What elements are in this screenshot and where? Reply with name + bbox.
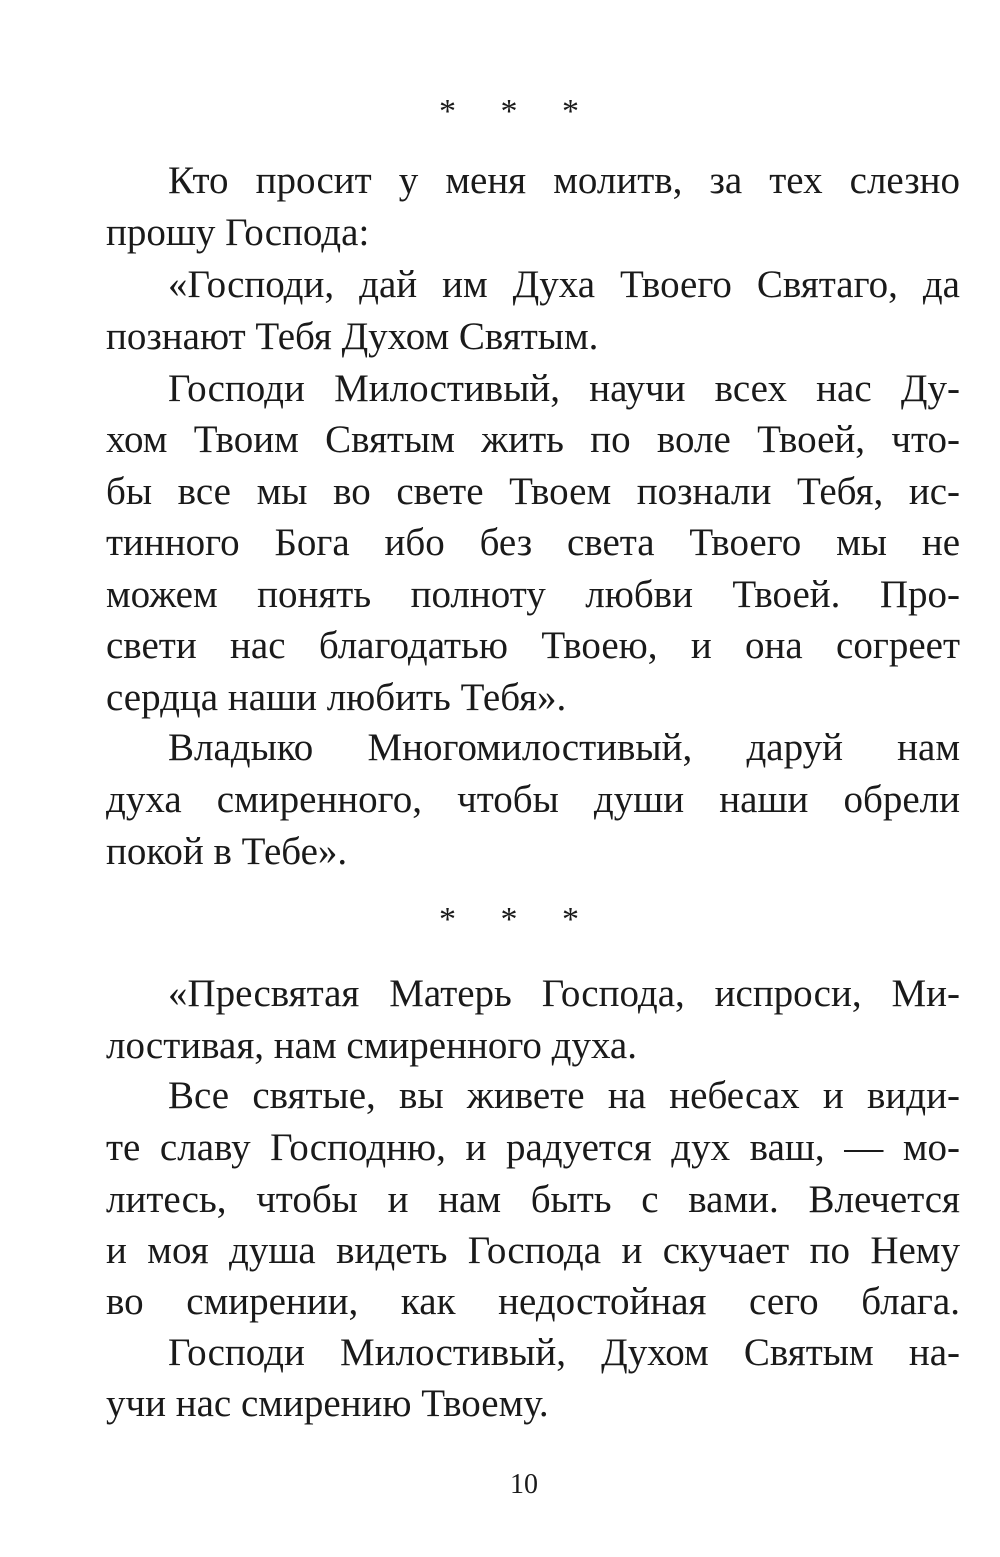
text-line: покой в Тебе». [106,830,348,873]
text-line: те славу Господню, и радуется дух ваш, — мо- [106,1126,960,1169]
text-line: духа смиренного, чтобы души наши обрели [106,778,960,821]
section-separator: * * * [439,901,597,938]
text-line: Все святые, вы живете на небесах и види- [168,1074,960,1117]
text-line: тинного Бога ибо без света Твоего мы не [106,521,960,564]
text-line: можем понять полноту любви Твоей. Про- [106,573,960,616]
text-line: познают Тебя Духом Святым. [106,315,599,358]
text-line: бы все мы во свете Твоем познали Тебя, ис- [106,470,960,513]
text-line: прошу Господа: [106,211,370,254]
text-line: хом Твоим Святым жить по воле Твоей, что- [106,418,960,461]
text-line: учи нас смирению Твоему. [106,1382,549,1425]
text-line: Господи Милостивый, Духом Святым на- [168,1331,960,1374]
text-line: сердца наши любить Тебя». [106,676,567,719]
text-line: свети нас благодатью Твоею, и она согреет [106,624,960,667]
text-line: лостивая, нам смиренного духа. [106,1024,637,1067]
page-number: 10 [510,1469,538,1500]
section-separator: * * * [439,93,597,130]
text-line: литесь, чтобы и нам быть с вами. Влечется [106,1178,960,1221]
text-line: Владыко Многомилостивый, даруй нам [168,726,960,769]
text-line: Господи Милостивый, научи всех нас Ду- [168,367,960,410]
text-line: «Пресвятая Матерь Господа, испроси, Ми- [168,972,960,1015]
text-line: и моя душа видеть Господа и скучает по Нему [106,1229,960,1272]
text-line: во смирении, как недостойная сего блага. [106,1280,960,1323]
text-line: Кто просит у меня молитв, за тех слезно [168,159,960,202]
text-line: «Господи, дай им Духа Твоего Святаго, да [168,263,960,306]
